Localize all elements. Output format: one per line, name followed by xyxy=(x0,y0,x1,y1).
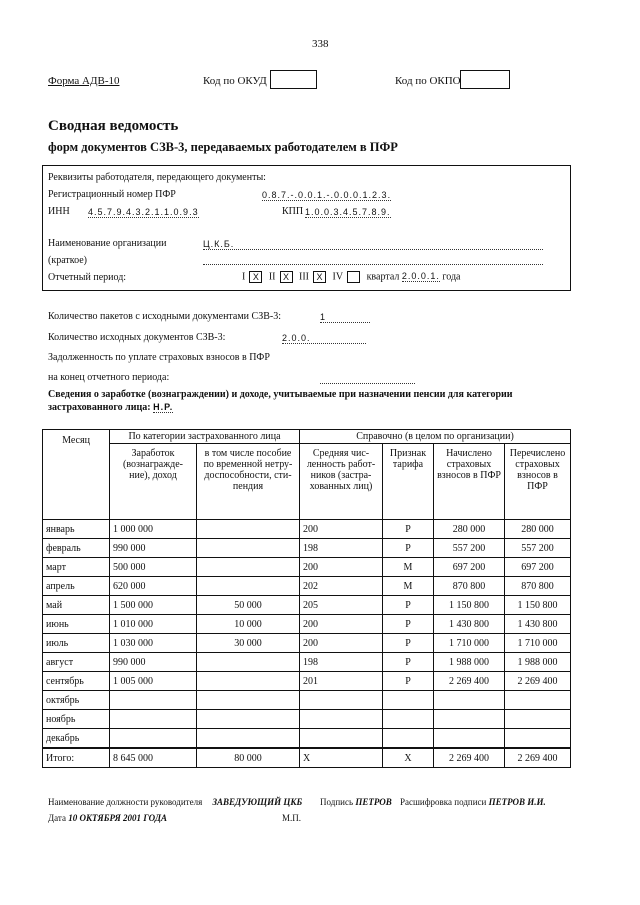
cell-avg[interactable] xyxy=(300,729,383,749)
cell-tariff[interactable]: М xyxy=(383,577,434,596)
cell-avg[interactable]: 202 xyxy=(300,577,383,596)
cell-accrued[interactable]: 1 710 000 xyxy=(434,634,505,653)
sign-value: ПЕТРОВ xyxy=(355,797,392,807)
table-row xyxy=(43,615,571,634)
cell-transferred[interactable]: 697 200 xyxy=(505,558,571,577)
table-row xyxy=(43,558,571,577)
cell-transferred[interactable]: 870 800 xyxy=(505,577,571,596)
cell-avg[interactable]: 198 xyxy=(300,539,383,558)
date-value: 10 ОКТЯБРЯ 2001 ГОДА xyxy=(68,813,168,823)
cell-benefit[interactable]: 30 000 xyxy=(197,634,300,653)
cell-accrued[interactable]: 1 150 800 xyxy=(434,596,505,615)
cell-accrued[interactable]: 557 200 xyxy=(434,539,505,558)
okpo-field[interactable] xyxy=(460,70,510,89)
cell-month[interactable]: февраль xyxy=(43,539,110,558)
cell-accrued[interactable]: 280 000 xyxy=(434,520,505,539)
quarter-2-checkbox[interactable]: X xyxy=(280,271,293,283)
cell-benefit[interactable]: 50 000 xyxy=(197,596,300,615)
year-word: года xyxy=(442,271,461,283)
col-transferred-header: Перечислено страховых взносов в ПФР xyxy=(505,444,571,520)
sign-label: Подпись xyxy=(320,797,354,807)
stamp-label: М.П. xyxy=(282,813,302,823)
total-cell-transferred: 2 269 400 xyxy=(505,748,571,768)
cell-avg[interactable] xyxy=(300,691,383,710)
quarter-4-checkbox[interactable] xyxy=(347,271,360,283)
quarter-3-label: III xyxy=(299,271,310,283)
cell-tariff[interactable]: Р xyxy=(383,596,434,615)
cell-month[interactable]: март xyxy=(43,558,110,577)
cell-earn[interactable]: 620 000 xyxy=(110,577,197,596)
quarter-selector xyxy=(242,271,460,283)
cell-avg[interactable]: 200 xyxy=(300,634,383,653)
cell-avg[interactable]: 201 xyxy=(300,672,383,691)
cell-month[interactable]: август xyxy=(43,653,110,672)
decode-value: ПЕТРОВ И.И. xyxy=(488,797,546,807)
table-row xyxy=(43,577,571,596)
cell-earn[interactable]: 1 030 000 xyxy=(110,634,197,653)
page-title: Сводная ведомость xyxy=(48,118,179,134)
reg-number-label: Регистрационный номер ПФР xyxy=(48,189,176,200)
total-cell-avg: X xyxy=(300,748,383,768)
cell-tariff[interactable]: Р xyxy=(383,634,434,653)
org-short-value[interactable] xyxy=(203,264,543,265)
cell-accrued[interactable]: 1 988 000 xyxy=(434,653,505,672)
cell-benefit[interactable] xyxy=(197,672,300,691)
year-value[interactable]: 2.0.0.1. xyxy=(401,271,440,282)
cell-accrued[interactable]: 1 430 800 xyxy=(434,615,505,634)
table-row xyxy=(43,520,571,539)
cell-earn[interactable]: 1 010 000 xyxy=(110,615,197,634)
cell-accrued[interactable] xyxy=(434,729,505,749)
cell-benefit[interactable] xyxy=(197,577,300,596)
cell-tariff[interactable] xyxy=(383,710,434,729)
position-value: ЗАВЕДУЮЩИЙ ЦКБ xyxy=(212,797,303,807)
info-category[interactable]: Н.Р. xyxy=(153,402,174,412)
table-row xyxy=(43,634,571,653)
cell-earn[interactable] xyxy=(110,691,197,710)
cell-avg[interactable]: 205 xyxy=(300,596,383,615)
debt-value[interactable] xyxy=(320,383,415,384)
cell-avg[interactable]: 200 xyxy=(300,520,383,539)
position-label: Наименование должности руководителя xyxy=(48,797,203,807)
kpp-value[interactable]: 1.0.0.3.4.5.7.8.9. xyxy=(305,207,391,217)
table-row xyxy=(43,596,571,615)
cell-tariff[interactable]: Р xyxy=(383,539,434,558)
okud-field[interactable] xyxy=(270,70,317,89)
earnings-table xyxy=(42,429,571,768)
cell-month[interactable]: январь xyxy=(43,520,110,539)
decode-label: Расшифровка подписи xyxy=(399,797,487,807)
cell-earn[interactable] xyxy=(110,710,197,729)
cell-transferred[interactable] xyxy=(505,729,571,749)
debt-label-line1: Задолженность по уплате страховых взносов в ПФР xyxy=(48,352,270,363)
cell-avg[interactable]: 200 xyxy=(300,615,383,634)
cell-tariff[interactable]: Р xyxy=(383,672,434,691)
cell-earn[interactable]: 1 005 000 xyxy=(110,672,197,691)
page-number: 338 xyxy=(312,38,329,50)
cell-transferred[interactable]: 1 430 800 xyxy=(505,615,571,634)
cell-month[interactable]: июнь xyxy=(43,615,110,634)
cell-earn[interactable]: 990 000 xyxy=(110,653,197,672)
cell-month[interactable]: июль xyxy=(43,634,110,653)
quarter-word: квартал xyxy=(366,271,400,283)
col-earn-header: Заработок (вознагражде-ние), доход xyxy=(110,444,197,520)
org-name-label: Наименование организации xyxy=(48,238,167,249)
col-avg-header: Средняя чис-ленность работ-ников (застра-хованных лиц) xyxy=(300,444,383,520)
page-subtitle: форм документов СЗВ-3, передаваемых работодателем в ПФР xyxy=(48,140,398,154)
docs-value[interactable]: 2.0.0. xyxy=(282,333,366,344)
quarter-2-label: II xyxy=(268,271,276,283)
table-row xyxy=(43,653,571,672)
cell-accrued[interactable] xyxy=(434,710,505,729)
cell-month[interactable]: сентябрь xyxy=(43,672,110,691)
table-row xyxy=(43,729,571,749)
col-month-header: Месяц xyxy=(43,430,110,520)
reg-number-value[interactable]: 0.8.7.-.0.0.1.-.0.0.0.1.2.3. xyxy=(262,190,392,200)
cell-transferred[interactable] xyxy=(505,691,571,710)
cell-tariff[interactable]: Р xyxy=(383,615,434,634)
requisites-heading: Реквизиты работодателя, передающего документы: xyxy=(48,172,266,183)
cell-transferred[interactable]: 557 200 xyxy=(505,539,571,558)
cell-earn[interactable] xyxy=(110,729,197,749)
info-heading-text: Сведения о заработке (вознаграждении) и доходе, учитываемые при назначении пенсии для категории застрахованного лица: xyxy=(48,389,513,413)
quarter-1-label: I xyxy=(242,271,246,283)
form-label: Форма АДВ-10 xyxy=(48,75,120,87)
cell-benefit[interactable] xyxy=(197,691,300,710)
cell-earn[interactable]: 1 000 000 xyxy=(110,520,197,539)
inn-value[interactable]: 4.5.7.9.4.3.2.1.1.0.9.3 xyxy=(88,207,199,217)
quarter-4-label: IV xyxy=(332,271,344,283)
position-line xyxy=(48,797,302,807)
cell-benefit[interactable] xyxy=(197,539,300,558)
date-line xyxy=(48,813,167,823)
cell-tariff[interactable] xyxy=(383,691,434,710)
cell-benefit[interactable]: 10 000 xyxy=(197,615,300,634)
cell-accrued[interactable]: 697 200 xyxy=(434,558,505,577)
packets-value[interactable]: 1 xyxy=(320,312,370,323)
cell-month[interactable]: апрель xyxy=(43,577,110,596)
org-short-label: (краткое) xyxy=(48,255,87,266)
cell-accrued[interactable]: 2 269 400 xyxy=(434,672,505,691)
cell-avg[interactable]: 198 xyxy=(300,653,383,672)
cell-month[interactable]: декабрь xyxy=(43,729,110,749)
cell-benefit[interactable] xyxy=(197,710,300,729)
cell-benefit[interactable] xyxy=(197,653,300,672)
kpp-label: КПП xyxy=(282,206,304,217)
group2-header: Справочно (в целом по организации) xyxy=(300,430,571,444)
cell-earn[interactable]: 500 000 xyxy=(110,558,197,577)
total-cell-earn: 8 645 000 xyxy=(110,748,197,768)
cell-avg[interactable]: 200 xyxy=(300,558,383,577)
table-row xyxy=(43,672,571,691)
cell-month[interactable]: ноябрь xyxy=(43,710,110,729)
cell-benefit[interactable] xyxy=(197,558,300,577)
inn-label: ИНН xyxy=(48,206,70,217)
cell-tariff[interactable]: Р xyxy=(383,520,434,539)
cell-earn[interactable]: 1 500 000 xyxy=(110,596,197,615)
col-tariff-header: Признак тарифа xyxy=(383,444,434,520)
group1-header: По категории застрахованного лица xyxy=(110,430,300,444)
total-cell-month: Итого: xyxy=(43,748,110,768)
cell-tariff[interactable]: М xyxy=(383,558,434,577)
org-name-value[interactable]: Ц.К.Б. xyxy=(203,239,543,250)
total-cell-benefit: 80 000 xyxy=(197,748,300,768)
cell-benefit[interactable] xyxy=(197,520,300,539)
cell-tariff[interactable] xyxy=(383,729,434,749)
col-accrued-header: Начислено страховых взносов в ПФР xyxy=(434,444,505,520)
table-row xyxy=(43,691,571,710)
table-total-row xyxy=(43,748,571,768)
okpo-label: Код по ОКПО xyxy=(395,75,461,87)
cell-month[interactable]: октябрь xyxy=(43,691,110,710)
docs-label: Количество исходных документов СЗВ-3: xyxy=(48,332,226,343)
okud-label: Код по ОКУД xyxy=(203,75,267,87)
quarter-3-checkbox[interactable]: X xyxy=(313,271,326,283)
cell-benefit[interactable] xyxy=(197,729,300,749)
cell-transferred[interactable]: 1 988 000 xyxy=(505,653,571,672)
cell-transferred[interactable]: 2 269 400 xyxy=(505,672,571,691)
period-label: Отчетный период: xyxy=(48,272,127,283)
table-row xyxy=(43,710,571,729)
cell-month[interactable]: май xyxy=(43,596,110,615)
cell-transferred[interactable] xyxy=(505,710,571,729)
date-label: Дата xyxy=(48,813,66,823)
cell-transferred[interactable]: 280 000 xyxy=(505,520,571,539)
cell-earn[interactable]: 990 000 xyxy=(110,539,197,558)
col-benefit-header: в том числе пособие по временной нетру-доспособности, сти-пендия xyxy=(197,444,300,520)
cell-transferred[interactable]: 1 150 800 xyxy=(505,596,571,615)
total-cell-accrued: 2 269 400 xyxy=(434,748,505,768)
cell-accrued[interactable] xyxy=(434,691,505,710)
debt-label-line2: на конец отчетного периода: xyxy=(48,372,170,383)
table-row xyxy=(43,539,571,558)
quarter-1-checkbox[interactable]: X xyxy=(249,271,262,283)
cell-avg[interactable] xyxy=(300,710,383,729)
cell-tariff[interactable]: Р xyxy=(383,653,434,672)
info-heading xyxy=(48,388,573,414)
total-cell-tariff: X xyxy=(383,748,434,768)
cell-transferred[interactable]: 1 710 000 xyxy=(505,634,571,653)
cell-accrued[interactable]: 870 800 xyxy=(434,577,505,596)
packets-label: Количество пакетов с исходными документами СЗВ-3: xyxy=(48,311,281,322)
signature-line xyxy=(320,797,546,807)
